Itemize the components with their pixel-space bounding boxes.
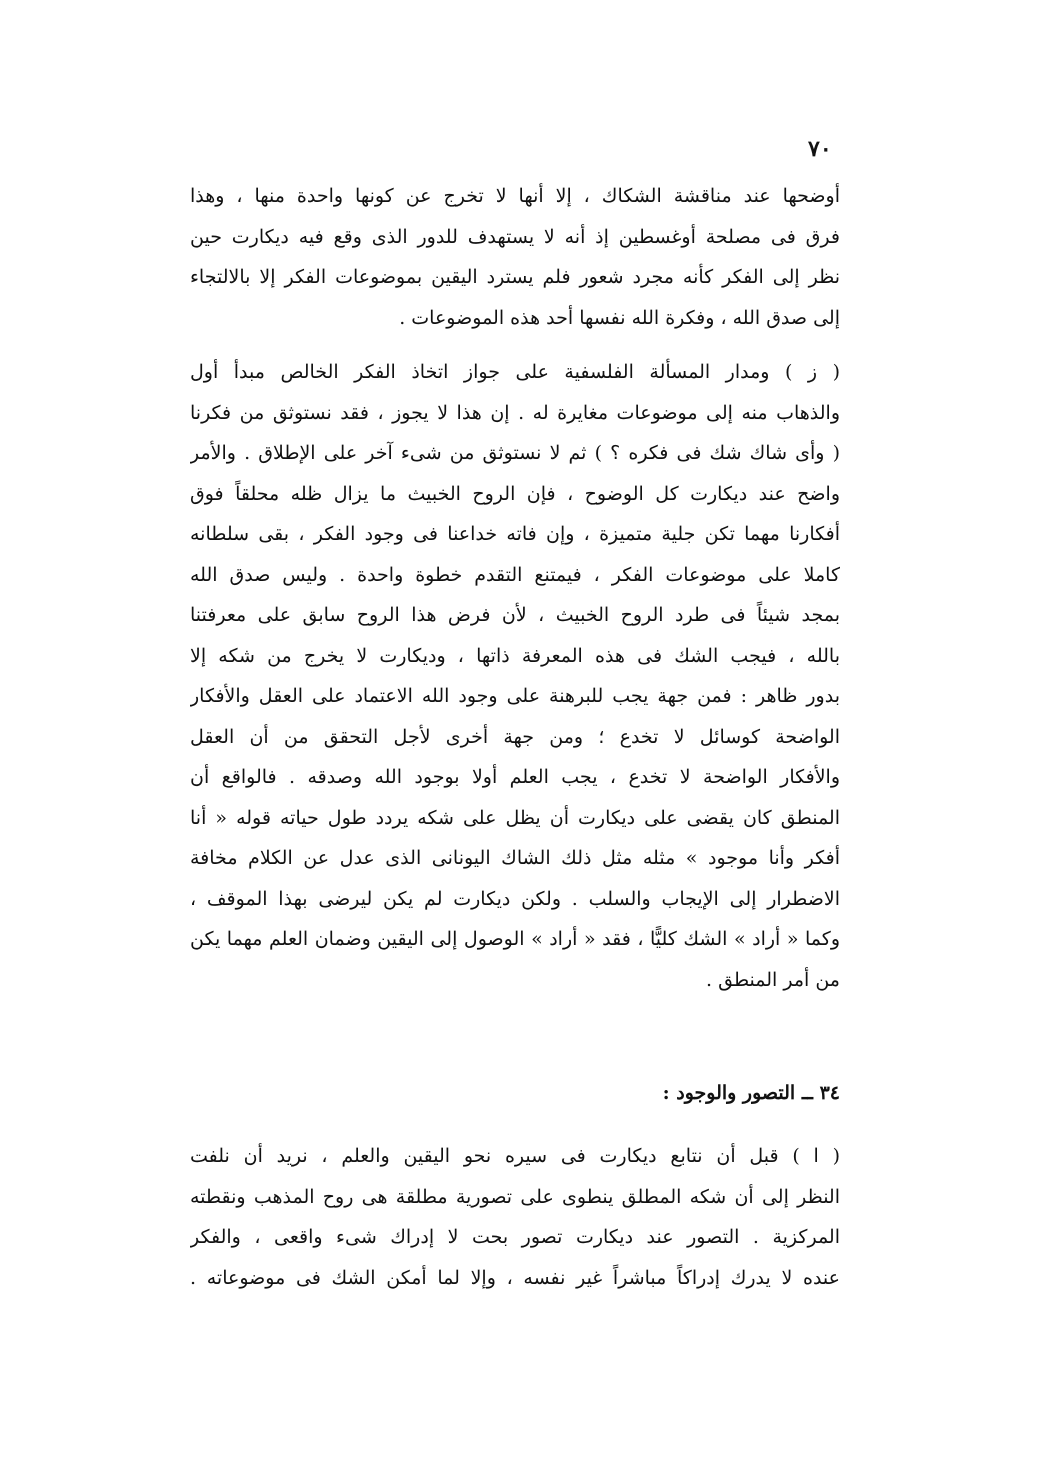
paragraph-line: المنطق كان يقضى على ديكارت أن يظل على شكه يردد طول حياته قوله « أنا — [190, 806, 840, 829]
paragraph-line: أوضحها عند مناقشة الشكاك ، إلا أنها لا تخرج عن كونها واحدة منها ، وهذا — [190, 185, 840, 207]
paragraph-line: النظر إلى أن شكه المطلق ينطوى على تصورية مطلقة هى روح المذهب ونقطته — [190, 1185, 840, 1208]
paragraph-2 — [190, 352, 840, 1000]
paragraph-line: أفكارنا مهما تكن جلية متميزة ، وإن فاته خداعنا فى وجود الفكر ، بقى سلطانه — [190, 523, 840, 545]
paragraph-line: ( ا ) قبل أن نتابع ديكارت فى سيره نحو اليقين والعلم ، نريد أن نلفت — [190, 1145, 840, 1167]
paragraph-line: ( ز ) ومدار المسألة الفلسفية على جواز اتخاذ الفكر الخالص مبدأ أول — [190, 361, 840, 383]
paragraph-line: والذهاب منه إلى موضوعات مغايرة له . إن هذا لا يجوز ، فقد نستوثق من فكرنا — [190, 401, 840, 424]
paragraph-line: من أمر المنطق . — [706, 968, 840, 991]
paragraph-line: بدور ظاهر : فمن جهة يجب للبرهنة على وجود الله الاعتماد على العقل والأفكار — [190, 685, 840, 707]
paragraph-line: ( وأى شاك شك فى فكره ؟ ) ثم لا نستوثق من شىء آخر على الإطلاق . والأمر — [190, 442, 840, 464]
paragraph-line: عنده لا يدرك إدراكاً مباشراً غير نفسه ، وإلا لما أمكن الشك فى موضوعاته . — [190, 1266, 840, 1289]
paragraph-line: بالله ، فيجب الشك فى هذه المعرفة ذاتها ، وديكارت لا يخرج من شكه إلا — [190, 644, 840, 667]
paragraph-1 — [190, 176, 840, 338]
paragraph-line: الاضطرار إلى الإيجاب والسلب . ولكن ديكارت لم يكن ليرضى بهذا الموقف ، — [190, 887, 840, 910]
paragraph-line: الواضحة كوسائل لا تخدع ؛ ومن جهة أخرى لأجل التحقق من أن العقل — [190, 725, 840, 748]
paragraph-line: المركزية . التصور عند ديكارت تصور بحت لا إدراك شىء واقعى ، والفكر — [190, 1226, 840, 1248]
paragraph-line: والأفكار الواضحة لا تخدع ، يجب العلم أولا بوجود الله وصدقه . فالواقع أن — [190, 766, 840, 788]
section-heading: ٣٤ ــ التصور والوجود : — [662, 1082, 840, 1104]
paragraph-line: بمجد شيئاً فى طرد الروح الخبيث ، لأن فرض هذا الروح سابق على معرفتنا — [190, 604, 840, 626]
paragraph-line: فرق فى مصلحة أوغسطين إذ أنه لا يستهدف للدور الذى وقع فيه ديكارت حين — [190, 225, 840, 248]
paragraph-line: وكما « أراد » الشك كليًّا ، فقد « أراد » الوصول إلى اليقين وضمان العلم مهما يكن — [190, 928, 840, 950]
paragraph-line: أفكر وأنا موجود » مثله مثل ذلك الشاك اليونانى الذى عدل عن الكلام مخافة — [190, 847, 840, 869]
paragraph-line: كاملا على موضوعات الفكر ، فيمتنع التقدم خطوة واحدة . وليس صدق الله — [190, 563, 840, 586]
paragraph-3 — [190, 1136, 840, 1298]
page-number: ٧٠ — [808, 136, 832, 162]
paragraph-line: نظر إلى الفكر كأنه مجرد شعور فلم يسترد اليقين بموضوعات الفكر إلا بالالتجاء — [190, 266, 840, 288]
paragraph-line: إلى صدق الله ، وفكرة الله نفسها أحد هذه الموضوعات . — [399, 306, 840, 329]
paragraph-line: واضح عند ديكارت كل الوضوح ، فإن الروح الخبيث ما يزال ظله محلقاً فوق — [190, 482, 840, 505]
